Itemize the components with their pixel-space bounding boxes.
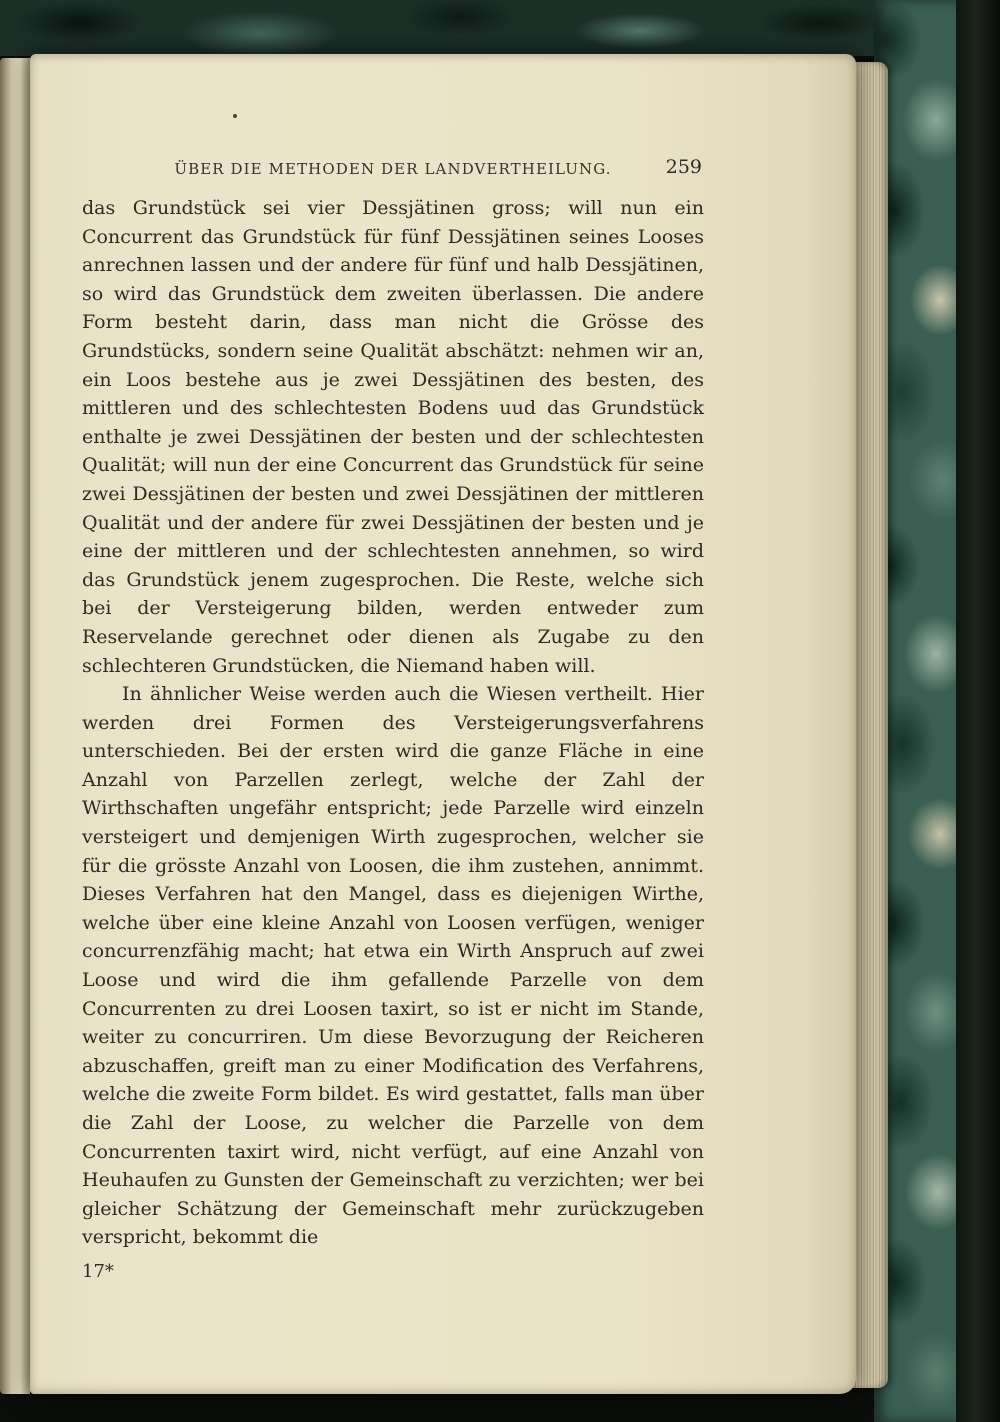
book-page [30,54,856,1394]
page-header [82,156,704,186]
page-number: 259 [665,156,702,178]
left-page-edge [0,58,30,1394]
book-binding [956,0,1000,1422]
paragraph-continuation: das Grundstück sei vier Dessjätinen gross; will nun ein Concurrent das Grundstück für fünf Dessjätinen seines Looses anrechnen lassen und der andere für fünf und halb Dessjätinen, so wird das Grundstück dem zweiten überlassen. Die andere Form besteht darin, dass man nicht die Grösse des Grundstücks, sondern seine Qualität abschätzt: nehmen wir an, ein Loos bestehe aus je zwei Dessjätinen des besten, des mittleren und des schlechtesten Bodens uud das Grundstück enthalte je zwei Dessjätinen der besten und der schlechtesten Qualität; will nun der eine Concurrent das Grundstück für seine zwei Dessjätinen der besten und zwei Dessjätinen der mittleren Qualität und der andere für zwei Dessjätinen der besten und je eine der mittleren und der schlechtesten annehmen, so wird das Grundstück jenem zugesprochen. Die Reste, welche sich bei der Versteigerung bilden, werden entweder zum Reservelande gerechnet oder dienen als Zugabe zu den schlechteren Grundstücken, die Niemand haben will. [82,197,704,677]
marbled-top-edge [0,0,1000,56]
running-title: ÜBER DIE METHODEN DER LANDVERTHEILUNG. [174,160,612,178]
paragraph: In ähnlicher Weise werden auch die Wiesen vertheilt. Hier werden drei Formen des Versteigerungsverfahrens unterschieden. Bei der ersten wird die ganze Fläche in eine Anzahl von Parzellen zerlegt, welche der Zahl der Wirthschaften ungefähr entspricht; jede Parzelle wird einzeln versteigert und demjenigen Wirth zugesprochen, welcher sie für die grösste Anzahl von Loosen, die ihm zustehen, annimmt. Dieses Verfahren hat den Mangel, dass es diejenigen Wirthe, welche über eine kleine Anzahl von Loosen verfügen, weniger concurrenzfähig macht; hat etwa ein Wirth Anspruch auf zwei Loose und wird die ihm gefallende Parzelle von dem Concurrenten zu drei Loosen taxirt, so ist er nicht im Stande, weiter zu concurriren. Um diese Bevorzugung der Reicheren abzuschaffen, greift man zu einer Modification des Verfahrens, welche die zweite Form bildet. Es wird gestattet, falls man über die Zahl der Loose, zu welcher die Parzelle von dem Concurrenten taxirt wird, nicht verfügt, auf eine Anzahl von Heuhaufen zu Gunsten der Gemeinschaft zu verzichten; wer bei gleicher Schätzung der Gemeinschaft mehr zurückzugeben verspricht, bekommt die [82,683,704,1249]
page-body-text [82,194,704,1287]
signature-mark: 17* [82,1260,114,1282]
ink-speck [233,114,237,118]
